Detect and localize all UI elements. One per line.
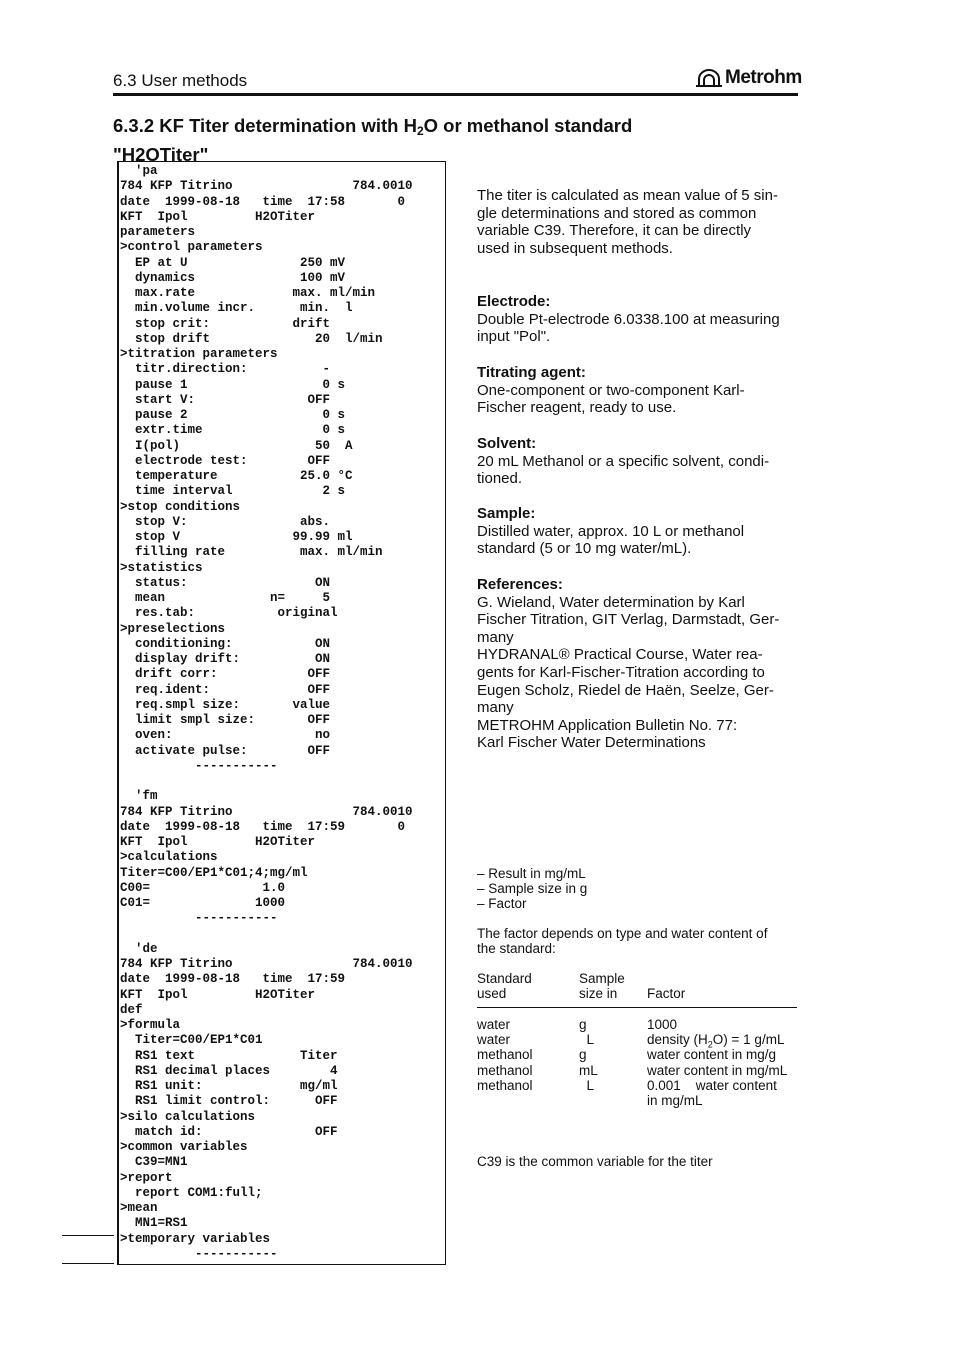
cell-standard: water	[477, 1032, 511, 1048]
code-line: C00= 1.0	[120, 880, 286, 895]
agent-heading: Titrating agent:	[477, 364, 586, 381]
legend-item: – Sample size in g	[477, 881, 588, 897]
code-line: drift corr: OFF	[120, 667, 331, 682]
code-line: >mean	[120, 1201, 158, 1215]
electrode-heading: Electrode:	[477, 293, 551, 310]
code-line: -----------	[120, 1246, 278, 1261]
code-line: stop V 99.99 ml	[120, 530, 353, 544]
table-rule	[477, 1007, 797, 1008]
section-title	[113, 114, 813, 166]
code-line: stop drift 20 l/min	[120, 331, 383, 346]
code-line: extr.time 0 s	[120, 423, 346, 438]
code-line: mean n= 5	[120, 591, 331, 605]
code-line: display drift: ON	[120, 652, 331, 666]
cell-standard: methanol	[477, 1077, 533, 1093]
cell-standard: methanol	[477, 1047, 533, 1063]
factor-part: density (H	[647, 1032, 708, 1048]
header-standard: Standard	[477, 971, 532, 986]
reference-line: METROHM Application Bulletin No. 77:	[477, 716, 738, 734]
reference-line: many	[477, 628, 514, 646]
code-line: >formula	[120, 1018, 181, 1032]
reference-line: Eugen Scholz, Riedel de Haën, Seelze, Ger-	[477, 681, 774, 699]
code-line: KFT Ipol H2OTiter	[120, 987, 316, 1002]
code-line: req.ident: OFF	[120, 682, 331, 697]
factor-table-header	[477, 971, 797, 1001]
code-line: RS1 decimal places 4	[120, 1063, 338, 1078]
code-line: Titer=C00/EP1*C01	[120, 1033, 263, 1048]
header-used: used	[477, 986, 507, 1002]
code-line: match id: OFF	[120, 1124, 338, 1139]
factor-note-line: the standard:	[477, 941, 556, 957]
code-line: req.smpl size: value	[120, 697, 331, 712]
code-line: titr.direction: -	[120, 362, 331, 377]
header-size: size in	[579, 986, 618, 1002]
code-line: 784 KFP Titrino 784.0010	[120, 957, 413, 971]
agent-section	[477, 364, 797, 417]
title-line1-b: O or methanol standard	[423, 115, 633, 136]
code-line: KFT Ipol H2OTiter	[120, 835, 316, 849]
code-line: RS1 unit: mg/ml	[120, 1079, 338, 1093]
sample-line: Distilled water, approx. 10 L or methanol	[477, 522, 745, 540]
header-section-label: 6.3 User methods	[113, 71, 248, 90]
code-line: limit smpl size: OFF	[120, 713, 331, 727]
code-line: KFT Ipol H2OTiter	[120, 209, 316, 224]
solvent-line: tioned.	[477, 470, 523, 488]
code-line: def	[120, 1002, 143, 1017]
header-rule	[113, 93, 798, 96]
code-line: dynamics 100 mV	[120, 270, 346, 285]
code-line: I(pol) 50 A	[120, 438, 353, 453]
electrode-section	[477, 293, 797, 346]
cell-size: g	[579, 1017, 587, 1032]
intro-line: The titer is calculated as mean value of 5 sin-	[477, 187, 778, 204]
code-line: pause 1 0 s	[120, 377, 346, 392]
code-line: >control parameters	[120, 240, 263, 255]
cell-standard: methanol	[477, 1062, 533, 1078]
cell-factor: water content in mg/mL	[647, 1062, 788, 1078]
code-line: C39=MN1	[120, 1155, 188, 1170]
code-line: 784 KFP Titrino 784.0010	[120, 804, 413, 819]
code-line: temperature 25.0 °C	[120, 469, 353, 483]
cell-factor: in mg/mL	[647, 1092, 703, 1108]
references-section	[477, 576, 797, 752]
code-line: Titer=C00/EP1*C01;4;mg/ml	[120, 865, 308, 880]
code-line: filling rate max. ml/min	[120, 545, 383, 560]
margin-line-bottom	[62, 1263, 114, 1264]
cell-size: L	[579, 1032, 595, 1048]
code-line: 784 KFP Titrino 784.0010	[120, 179, 413, 194]
code-line: 'pa	[120, 164, 158, 178]
cell-factor: 0.001 water content	[647, 1077, 777, 1093]
code-line: conditioning: ON	[120, 636, 331, 651]
code-line	[120, 927, 413, 942]
metrohm-logo	[696, 67, 802, 89]
reference-line: gents for Karl-Fischer-Titration according to	[477, 663, 765, 681]
intro-line: gle determinations and stored as common	[477, 204, 757, 222]
sample-heading: Sample:	[477, 505, 536, 522]
code-line: C01= 1000	[120, 896, 286, 910]
header-factor: Factor	[647, 986, 686, 1002]
code-line: report COM1:full;	[120, 1185, 263, 1200]
metrohm-logo-icon	[696, 69, 722, 87]
code-line: start V: OFF	[120, 392, 331, 407]
factor-part: O) = 1 g/mL	[712, 1032, 785, 1048]
legend-item: – Factor	[477, 896, 527, 912]
intro-paragraph	[477, 187, 797, 257]
code-line: EP at U 250 mV	[120, 255, 346, 270]
cell-size: mL	[579, 1062, 598, 1078]
reference-line: G. Wieland, Water determination by Karl	[477, 593, 745, 611]
solvent-line: 20 mL Methanol or a specific solvent, condi-	[477, 452, 770, 470]
code-line: RS1 text Titer	[120, 1048, 338, 1063]
title-subscript: 2	[416, 124, 424, 138]
factor-note	[477, 926, 767, 956]
reference-line: HYDRANAL® Practical Course, Water rea-	[477, 646, 763, 664]
footnote: C39 is the common variable for the titer	[477, 1154, 713, 1169]
header-sample: Sample	[579, 971, 625, 986]
code-line: electrode test: OFF	[120, 453, 331, 468]
cell-factor: water content in mg/g	[647, 1047, 777, 1063]
code-line: >statistics	[120, 560, 203, 575]
references-heading: References:	[477, 576, 563, 593]
title-line2: "H2OTiter"	[113, 144, 209, 165]
code-line: pause 2 0 s	[120, 408, 346, 422]
code-line: MN1=RS1	[120, 1216, 188, 1231]
electrode-line: input "Pol".	[477, 328, 551, 346]
code-line: >temporary variables	[120, 1231, 271, 1246]
header-row	[477, 986, 797, 1001]
sample-line: standard (5 or 10 mg water/mL).	[477, 540, 692, 558]
legend-list	[477, 866, 587, 912]
intro-line: variable C39. Therefore, it can be directly	[477, 222, 752, 240]
code-line: res.tab: original	[120, 606, 338, 621]
code-listing	[120, 164, 413, 1262]
code-line: >preselections	[120, 621, 226, 636]
reference-line: Karl Fischer Water Determinations	[477, 734, 706, 752]
code-line: time interval 2 s	[120, 484, 346, 499]
title-line1-a: 6.3.2 KF Titer determination with H	[113, 115, 417, 136]
factor-note-line: The factor depends on type and water content of	[477, 926, 768, 941]
reference-line: many	[477, 699, 514, 717]
code-line: activate pulse: OFF	[120, 743, 331, 758]
code-line: >report	[120, 1170, 173, 1185]
solvent-section	[477, 435, 797, 488]
code-line: -----------	[120, 758, 278, 773]
cell-factor: 1000	[647, 1017, 678, 1032]
reference-line: Fischer Titration, GIT Verlag, Darmstadt, Ger-	[477, 611, 780, 629]
cell-standard: water	[477, 1017, 511, 1032]
agent-line: One-component or two-component Karl-	[477, 381, 745, 399]
code-line: date 1999-08-18 time 17:58 0	[120, 194, 406, 209]
code-line: >silo calculations	[120, 1109, 256, 1124]
code-line: >stop conditions	[120, 499, 241, 514]
code-line: >titration parameters	[120, 347, 278, 361]
brand-name: Metrohm	[725, 67, 802, 88]
code-line: status: ON	[120, 575, 331, 590]
cell-size: g	[579, 1047, 587, 1063]
margin-line-top	[62, 1235, 114, 1236]
factor-subscript: 2	[707, 1039, 713, 1050]
code-line: parameters	[120, 225, 196, 239]
legend-item: – Result in mg/mL	[477, 866, 586, 881]
code-line: stop crit: drift	[120, 316, 331, 331]
electrode-line: Double Pt-electrode 6.0338.100 at measuring	[477, 310, 780, 328]
code-line	[120, 774, 413, 789]
sample-section	[477, 505, 797, 558]
code-line: date 1999-08-18 time 17:59	[120, 972, 346, 987]
solvent-heading: Solvent:	[477, 435, 537, 452]
code-line: -----------	[120, 911, 278, 926]
agent-line: Fischer reagent, ready to use.	[477, 399, 677, 417]
header-row	[477, 971, 797, 986]
cell-size: L	[579, 1077, 595, 1093]
code-line: min.volume incr. min. l	[120, 301, 353, 316]
code-line: RS1 limit control: OFF	[120, 1094, 338, 1109]
code-line: max.rate max. ml/min	[120, 286, 376, 300]
code-line: stop V: abs.	[120, 514, 331, 529]
intro-line: used in subsequent methods.	[477, 239, 673, 257]
code-line: oven: no	[120, 728, 331, 743]
code-line: 'de	[120, 941, 158, 956]
code-line: 'fm	[120, 789, 158, 804]
code-line: >calculations	[120, 850, 218, 865]
code-line: >common variables	[120, 1140, 248, 1154]
code-line: date 1999-08-18 time 17:59 0	[120, 819, 406, 834]
